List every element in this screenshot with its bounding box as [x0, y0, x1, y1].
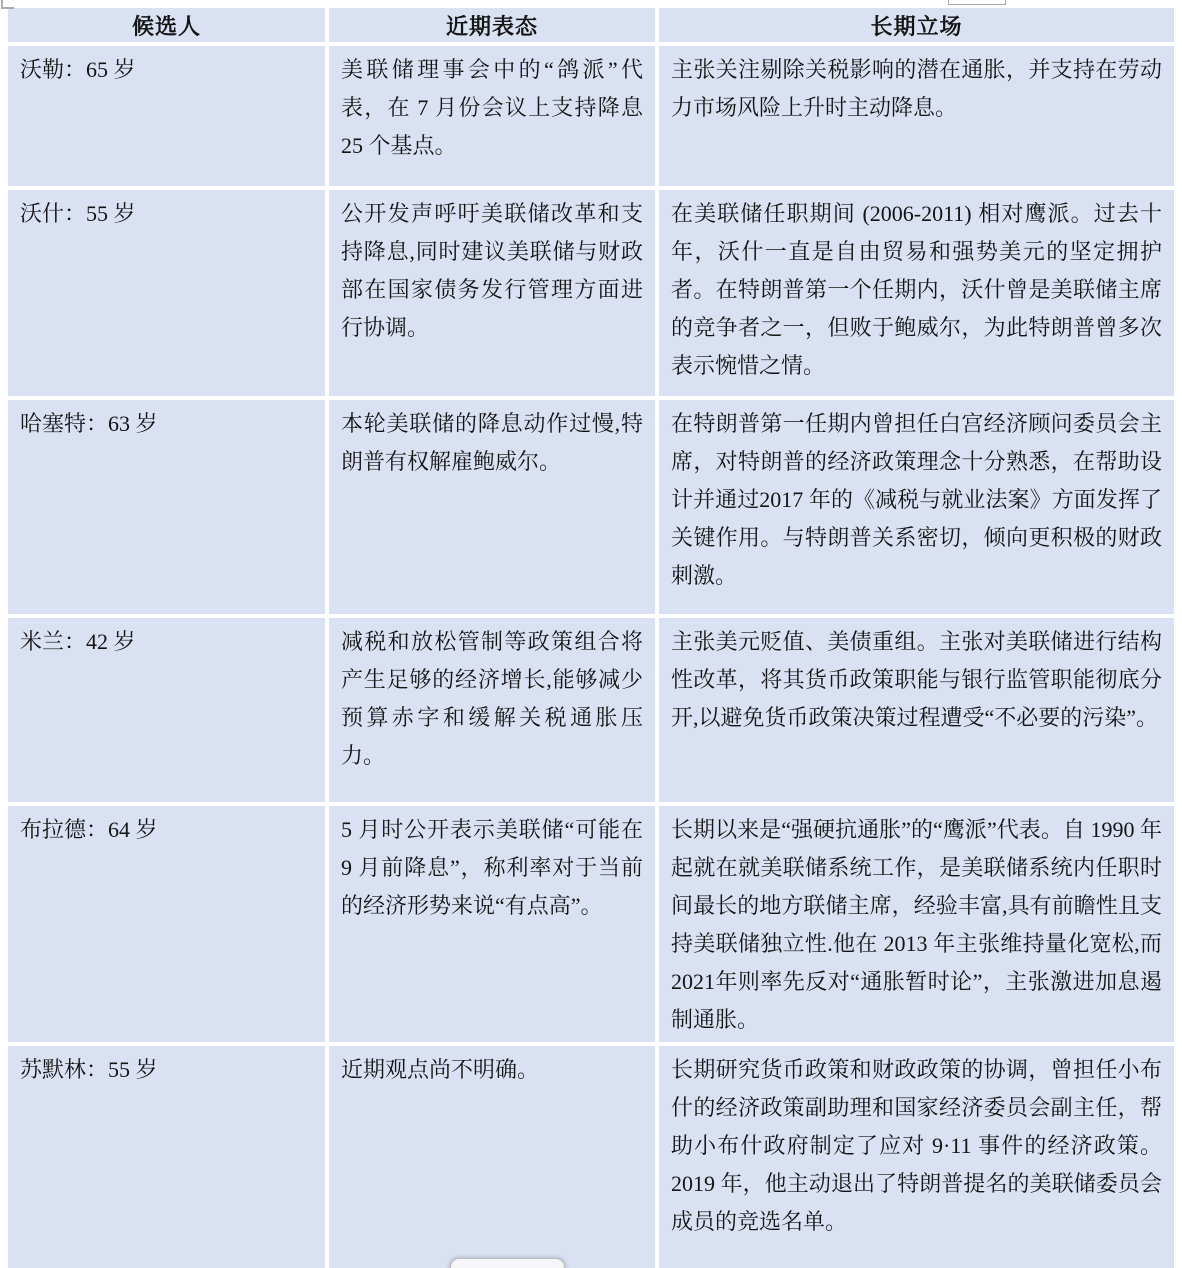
header-row	[8, 8, 1174, 42]
recent-statement: 公开发声呼吁美联储改革和支持降息,同时建议美联储与财政部在国家债务发行管理方面进行协调。	[329, 190, 655, 396]
table-row	[8, 190, 1174, 396]
table-row	[8, 806, 1174, 1042]
table-row	[8, 46, 1174, 186]
candidate-name: 沃勒：65 岁	[8, 46, 325, 186]
recent-statement: 本轮美联储的降息动作过慢,特朗普有权解雇鲍威尔。	[329, 400, 655, 614]
candidate-name: 米兰：42 岁	[8, 618, 325, 802]
long-term-stance: 长期以来是“强硬抗通胀”的“鹰派”代表。自 1990 年起就在就美联储系统工作，是美联储系统内任职时间最长的地方联储主席，经验丰富,具有前瞻性且支持美联储独立性.他在 2013 年主张维持量化宽松,而2021年则率先反对“通胀暂时论”，主张激进加息遏制通胀。	[659, 806, 1174, 1042]
candidate-name: 苏默林：55 岁	[8, 1046, 325, 1268]
candidate-name: 哈塞特：63 岁	[8, 400, 325, 614]
long-term-stance: 长期研究货币政策和财政政策的协调，曾担任小布什的经济政策副助理和国家经济委员会副主任，帮助小布什政府制定了应对 9·11 事件的经济政策。2019 年，他主动退出了特朗普提名的美联储委员会成员的竞选名单。	[659, 1046, 1174, 1268]
cropped-ui-fragment	[948, 0, 1006, 5]
header-candidate: 候选人	[8, 8, 325, 42]
recent-statement: 5 月时公开表示美联储“可能在 9 月前降息”，称利率对于当前的经济形势来说“有点高”。	[329, 806, 655, 1042]
table-row	[8, 400, 1174, 614]
header-long-term-stance: 长期立场	[659, 8, 1174, 42]
candidate-name: 沃什：55 岁	[8, 190, 325, 396]
floating-button-partial[interactable]	[450, 1258, 565, 1268]
recent-statement: 减税和放松管制等政策组合将产生足够的经济增长,能够减少预算赤字和缓解关税通胀压力。	[329, 618, 655, 802]
long-term-stance: 在美联储任职期间 (2006-2011) 相对鹰派。过去十年，沃什一直是自由贸易和强势美元的坚定拥护者。在特朗普第一个任期内，沃什曾是美联储主席的竞争者之一，但败于鲍威尔，为此特朗普曾多次表示惋惜之情。	[659, 190, 1174, 396]
header-recent-statement: 近期表态	[329, 8, 655, 42]
recent-statement: 近期观点尚不明确。	[329, 1046, 655, 1268]
table-row	[8, 618, 1174, 802]
long-term-stance: 主张关注剔除关税影响的潜在通胀，并支持在劳动力市场风险上升时主动降息。	[659, 46, 1174, 186]
table-handle-icon[interactable]	[1, 0, 14, 9]
candidate-name: 布拉德：64 岁	[8, 806, 325, 1042]
recent-statement: 美联储理事会中的“鸽派”代表，在 7 月份会议上支持降息 25 个基点。	[329, 46, 655, 186]
table-row	[8, 1046, 1174, 1268]
long-term-stance: 在特朗普第一任期内曾担任白宫经济顾问委员会主席，对特朗普的经济政策理念十分熟悉，在帮助设计并通过2017 年的《减税与就业法案》方面发挥了关键作用。与特朗普关系密切，倾向更积极的财政刺激。	[659, 400, 1174, 614]
candidates-table	[4, 4, 1178, 1268]
long-term-stance: 主张美元贬值、美债重组。主张对美联储进行结构性改革，将其货币政策职能与银行监管职能彻底分开,以避免货币政策决策过程遭受“不必要的污染”。	[659, 618, 1174, 802]
